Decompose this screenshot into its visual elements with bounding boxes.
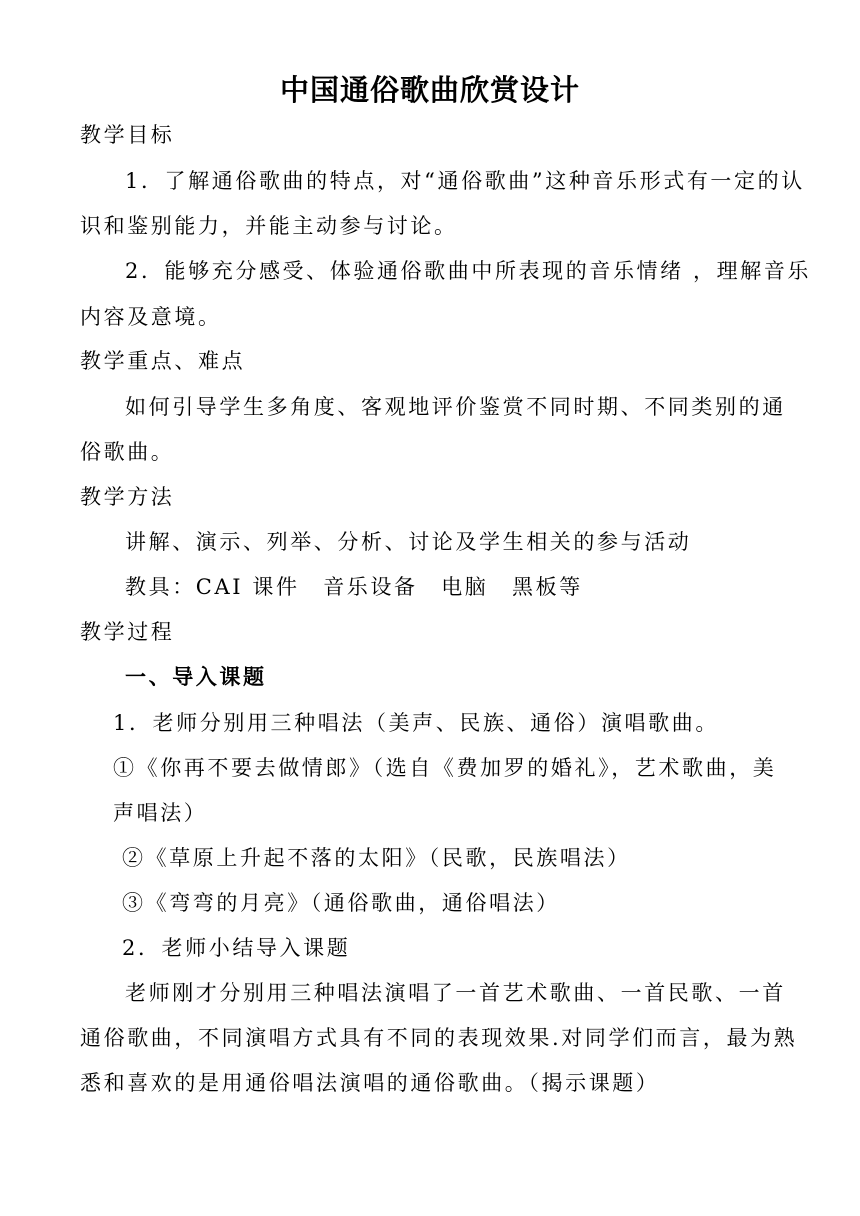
step-2: 2．老师小结导入课题 (122, 936, 351, 960)
key-points-heading: 教学重点、难点 (80, 349, 246, 373)
goal-2-line-2: 内容及意境。 (80, 305, 222, 329)
song-1-line-2: 声唱法） (113, 801, 208, 825)
song-2: ②《草原上升起不落的太阳》（民歌，民族唱法） (122, 846, 631, 870)
summary-line-3: 悉和喜欢的是用通俗唱法演唱的通俗歌曲。（揭示课题） (80, 1071, 660, 1095)
goal-1-line-1: 1．了解通俗歌曲的特点，对“通俗歌曲”这种音乐形式有一定的认 (125, 169, 805, 193)
goal-2-line-1: 2．能够充分感受、体验通俗歌曲中所表现的音乐情绪 ，理解音乐 (125, 259, 812, 283)
song-3: ③《弯弯的月亮》（通俗歌曲，通俗唱法） (122, 891, 560, 915)
goals-heading: 教学目标 (80, 123, 175, 147)
goal-1-line-2: 识和鉴别能力，并能主动参与讨论。 (80, 214, 458, 238)
method-line: 讲解、演示、列举、分析、讨论及学生相关的参与活动 (125, 530, 692, 554)
method-heading: 教学方法 (80, 485, 175, 509)
key-points-line-2: 俗歌曲。 (80, 440, 175, 464)
document-title: 中国通俗歌曲欣赏设计 (279, 73, 580, 107)
key-points-line-1: 如何引导学生多角度、客观地评价鉴赏不同时期、不同类别的通 (125, 395, 786, 419)
process-heading: 教学过程 (80, 620, 175, 644)
song-1-line-1: ①《你再不要去做情郎》（选自《费加罗的婚礼》，艺术歌曲，美 (113, 756, 777, 780)
summary-line-1: 老师刚才分别用三种唱法演唱了一首艺术歌曲、一首民歌、一首 (125, 981, 786, 1005)
step-1: 1．老师分别用三种唱法（美声、民族、通俗）演唱歌曲。 (113, 711, 719, 735)
tools-line: 教具：CAI 课件 音乐设备 电脑 黑板等 (125, 575, 583, 599)
summary-line-2: 通俗歌曲，不同演唱方式具有不同的表现效果.对同学们而言，最为熟 (80, 1026, 798, 1050)
part-1-heading: 一、导入课题 (125, 664, 267, 689)
